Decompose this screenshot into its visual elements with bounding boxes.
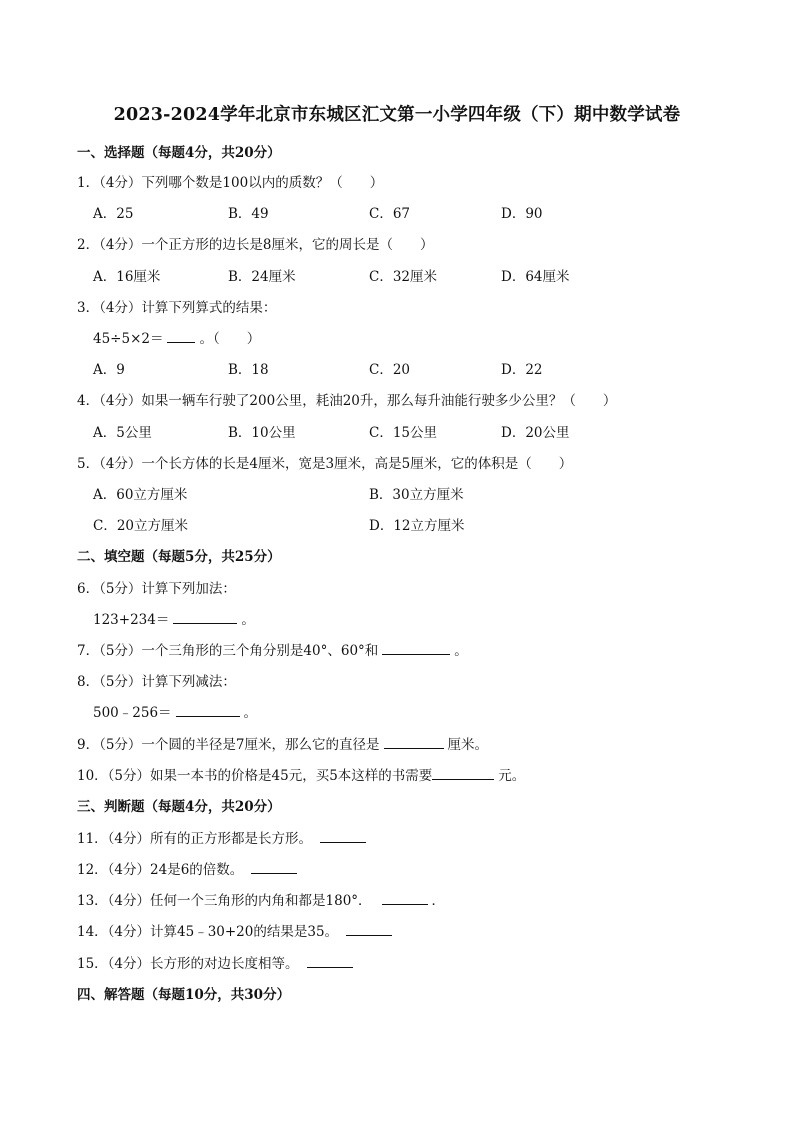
question-4-option-b: B．10公里: [228, 425, 296, 441]
question-9-answer-blank[interactable]: [384, 736, 444, 749]
question-10-stem-tail: 元。: [498, 768, 526, 784]
question-7: [77, 642, 468, 660]
question-9-stem-tail: 厘米。: [447, 737, 489, 753]
question-3-option-c: C．20: [369, 362, 411, 378]
question-4-option-d: D．20公里: [501, 425, 570, 441]
question-12-stem: 12．（4分）24是6的倍数。: [77, 862, 244, 878]
question-1-stem: 1．（4分）下列哪个数是100以内的质数？（ ）: [77, 175, 384, 191]
question-5-option-d: D．12立方厘米: [369, 518, 465, 534]
question-13-stem-tail: ．: [431, 893, 446, 909]
question-13-stem: 13．（4分）任何一个三角形的内角和都是180°．: [77, 893, 372, 909]
question-3-expression-tail: 。（ ）: [199, 331, 261, 347]
question-3-option-a: A．9: [93, 362, 125, 378]
question-6-answer-blank[interactable]: [173, 611, 237, 624]
question-2-stem: 2．（4分）一个正方形的边长是8厘米，它的周长是（ ）: [77, 237, 434, 253]
question-4-stem: 4．（4分）如果一辆车行驶了200公里，耗油20升，那么每升油能行驶多少公里？（ ）: [77, 393, 617, 409]
question-7-stem: 7．（5分）一个三角形的三个角分别是40°、60°和: [77, 643, 379, 659]
question-3-stem: 3．（4分）计算下列算式的结果：: [77, 300, 277, 316]
question-5-option-a: A．60立方厘米: [93, 487, 188, 503]
question-6-expression: [93, 611, 255, 629]
question-8-expression: [93, 704, 257, 722]
question-14-stem: 14．（4分）计算45﹣30+20的结果是35。: [77, 924, 339, 940]
section-heading-judge: 三、判断题（每题4分，共20分）: [77, 799, 281, 815]
question-6-expression-tail: 。: [241, 612, 255, 628]
question-1-option-c: C．67: [369, 206, 411, 222]
question-8-expression-tail: 。: [243, 705, 258, 721]
question-2-option-d: D．64厘米: [501, 269, 570, 285]
question-10: [77, 767, 525, 785]
question-11-stem: 11．（4分）所有的正方形都是长方形。: [77, 831, 313, 847]
question-13: [77, 892, 445, 910]
question-12: [77, 861, 301, 879]
question-1-option-d: D．90: [501, 206, 543, 222]
question-9-stem: 9．（5分）一个圆的半径是7厘米，那么它的直径是: [77, 737, 380, 753]
question-6-stem: 6．（5分）计算下列加法：: [77, 581, 236, 597]
question-10-stem: 10．（5分）如果一本书的价格是45元，买5本这样的书需要: [77, 768, 433, 784]
question-3-option-b: B．18: [228, 362, 269, 378]
question-3-expression: [93, 330, 260, 348]
question-4-option-a: A．5公里: [93, 425, 152, 441]
question-10-answer-blank[interactable]: [432, 767, 494, 780]
question-14-answer-blank[interactable]: [346, 923, 392, 936]
question-8-stem: 8．（5分）计算下列减法：: [77, 674, 236, 690]
exam-title: 2023-2024学年北京市东城区汇文第一小学四年级（下）期中数学试卷: [113, 105, 681, 125]
question-11-answer-blank[interactable]: [320, 830, 366, 843]
question-5-option-b: B．30立方厘米: [369, 487, 464, 503]
question-12-answer-blank[interactable]: [251, 861, 297, 874]
question-2-option-b: B．24厘米: [228, 269, 296, 285]
section-heading-fill: 二、填空题（每题5分，共25分）: [77, 549, 281, 565]
question-2-option-a: A．16厘米: [93, 269, 161, 285]
question-15-answer-blank[interactable]: [307, 955, 353, 968]
question-13-answer-blank[interactable]: [382, 892, 428, 905]
section-heading-choice: 一、选择题（每题4分，共20分）: [77, 145, 281, 161]
question-6-expression-text: 123+234＝: [93, 612, 170, 628]
question-2-option-c: C．32厘米: [369, 269, 438, 285]
question-5-stem: 5．（4分）一个长方体的长是4厘米，宽是3厘米，高是5厘米，它的体积是（ ）: [77, 456, 573, 472]
question-4-option-c: C．15公里: [369, 425, 438, 441]
question-11: [77, 830, 370, 848]
question-9: [77, 736, 488, 754]
question-3-expression-text: 45÷5×2＝: [93, 331, 164, 347]
question-7-answer-blank[interactable]: [382, 642, 450, 655]
section-heading-solve: 四、解答题（每题10分，共30分）: [77, 987, 291, 1003]
question-8-expression-text: 500﹣256＝: [93, 705, 172, 721]
question-14: [77, 923, 396, 941]
question-8-answer-blank[interactable]: [176, 704, 240, 717]
question-3-option-d: D．22: [501, 362, 543, 378]
question-5-option-c: C．20立方厘米: [93, 518, 189, 534]
question-1-option-b: B．49: [228, 206, 269, 222]
question-15: [77, 955, 357, 973]
question-3-answer-blank[interactable]: [167, 330, 195, 343]
question-15-stem: 15．（4分）长方形的对边长度相等。: [77, 956, 299, 972]
question-7-stem-tail: 。: [454, 643, 468, 659]
question-1-option-a: A．25: [93, 206, 134, 222]
